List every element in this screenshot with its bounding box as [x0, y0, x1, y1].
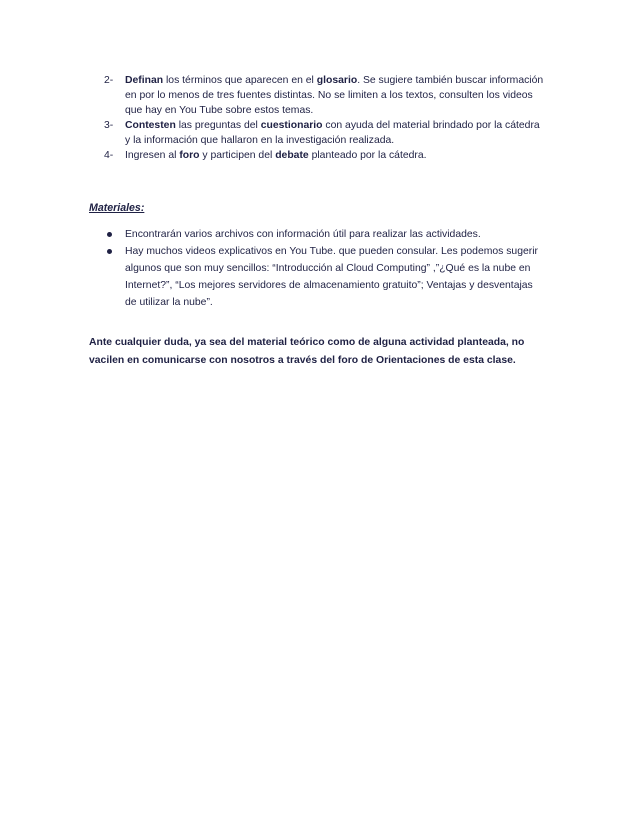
item-text: con ayuda del material brindado por la cátedra y la información que hallaron en la investigación realizada.: [125, 120, 540, 146]
materials-item: [104, 243, 546, 311]
instruction-item-3: [104, 118, 544, 148]
keyword-contesten: Contesten: [125, 120, 176, 131]
instructions-list: [104, 73, 544, 163]
keyword-foro: foro: [179, 150, 200, 161]
item-number: 2-: [104, 75, 114, 86]
instruction-item-2: [104, 73, 544, 118]
materials-heading: Materiales:: [89, 202, 145, 214]
item-text: las preguntas del: [175, 120, 261, 131]
materials-item: [104, 226, 546, 243]
item-number: 4-: [104, 150, 114, 161]
item-number: 3-: [104, 120, 114, 131]
keyword-definan: Definan: [125, 75, 164, 86]
item-text: planteado por la cátedra.: [308, 150, 427, 161]
closing-paragraph: Ante cualquier duda, ya sea del material teórico como de alguna actividad planteada, no vacilen en comunicarse con nosotros a través del foro de Orientaciones de esta clase.: [89, 337, 525, 366]
item-text: los términos que aparecen en el: [163, 75, 317, 86]
item-text: Ingresen al: [125, 150, 180, 161]
bullet-icon: [107, 249, 112, 254]
materials-item-text: Hay muchos videos explicativos en You Tube. que pueden consular. Les podemos sugerir algunos que son muy sencillos: “Introducción al Cloud Computing” ,”¿Qué es la nube en Internet?”, “Los mejores servidores de almacenamiento gratuito”; Ventajas y desventajas de utilizar la nube”.: [125, 246, 539, 308]
item-text: . Se sugiere también buscar información en por lo menos de tres fuentes distintas. No se limiten a los textos, consulten los videos que hay en You Tube sobre estos temas.: [125, 75, 544, 116]
keyword-cuestionario: cuestionario: [260, 120, 323, 131]
keyword-glosario: glosario: [316, 75, 358, 86]
item-text: y participen del: [199, 150, 276, 161]
materials-list: [104, 226, 546, 311]
bullet-icon: [107, 232, 112, 237]
materials-item-text: Encontrarán varios archivos con información útil para realizar las actividades.: [125, 229, 481, 240]
keyword-debate: debate: [275, 150, 309, 161]
instruction-item-4: [104, 148, 544, 163]
